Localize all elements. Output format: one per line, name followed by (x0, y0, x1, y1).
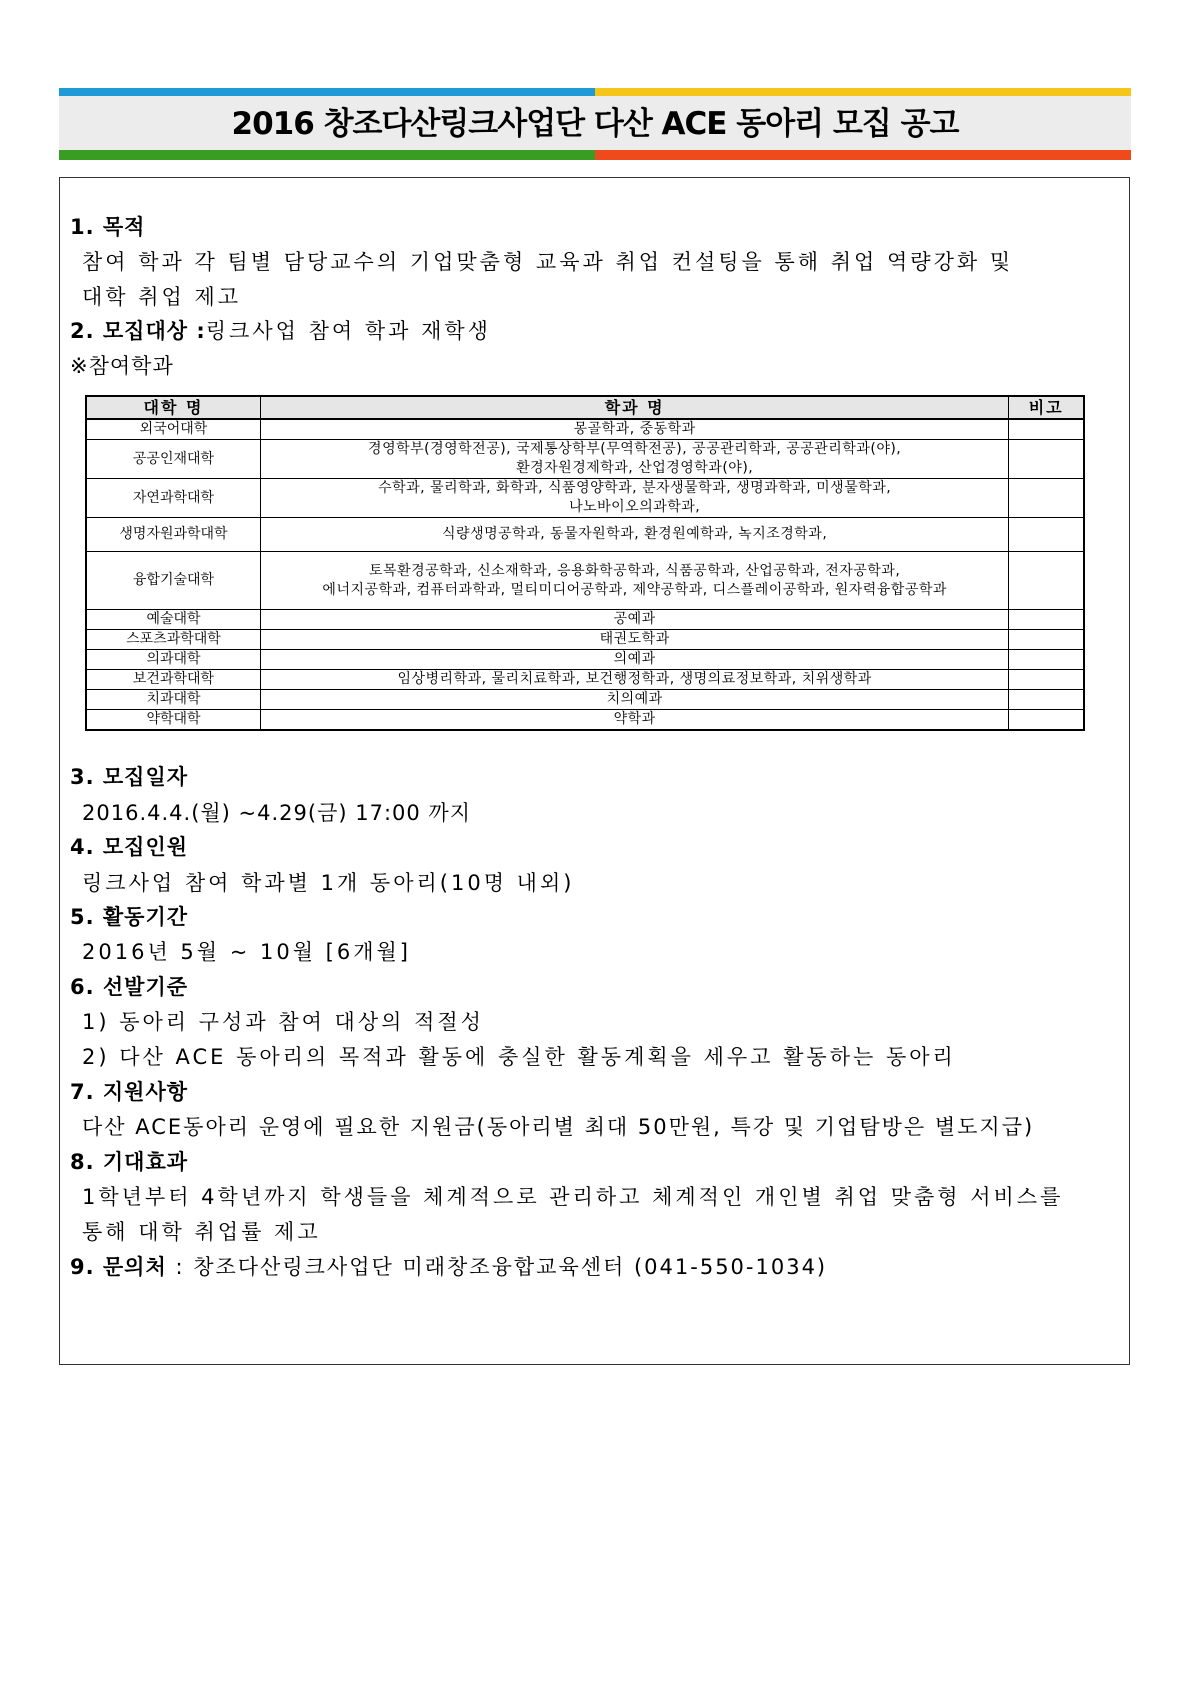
dept-text: 태권도학과 (599, 631, 670, 647)
college-cell: 스포츠과학대학 (86, 630, 260, 650)
table-row (86, 479, 1084, 518)
contact-text: : 창조다산링크사업단 미래창조융합교육센터 (041-550-1034) (166, 1255, 828, 1279)
page-title: 2016 창조다산링크사업단 다산 ACE 동아리 모집 공고 (231, 106, 959, 142)
college-cell: 의과대학 (86, 650, 260, 670)
table-row (86, 552, 1084, 610)
activity-heading: 5. 활동기간 (70, 905, 189, 929)
college-cell: 치과대학 (86, 690, 260, 710)
college-cell: 예술대학 (86, 610, 260, 630)
note-cell (1009, 552, 1084, 610)
purpose-line-2: 대학 취업 제고 (82, 285, 242, 309)
dept-cell (260, 690, 1008, 710)
support-heading: 7. 지원사항 (70, 1080, 189, 1104)
contact-heading: 9. 문의처 (70, 1255, 167, 1279)
table-header-row (86, 396, 1084, 419)
dept-cell (260, 419, 1008, 440)
stripe-green (59, 150, 595, 160)
note-cell (1009, 610, 1084, 630)
banner-top-stripe (59, 88, 1131, 96)
stripe-blue (59, 88, 595, 96)
criteria-item-1: 1) 동아리 구성과 참여 대상의 적절성 (82, 1010, 484, 1034)
period-heading: 3. 모집일자 (70, 765, 189, 789)
note-cell (1009, 650, 1084, 670)
note-cell (1009, 630, 1084, 650)
college-cell: 융합기술대학 (86, 552, 260, 610)
dept-cell (260, 440, 1008, 479)
criteria-item-2: 2) 다산 ACE 동아리의 목적과 활동에 충실한 활동계획을 세우고 활동하는 동아리 (82, 1045, 956, 1069)
college-cell: 외국어대학 (86, 419, 260, 440)
headcount-text: 링크사업 참여 학과별 1개 동아리(10명 내외) (82, 871, 575, 895)
note-cell (1009, 479, 1084, 518)
dept-text: 치의예과 (606, 691, 663, 707)
support-text: 다산 ACE동아리 운영에 필요한 지원금(동아리별 최대 50만원, 특강 및 기업탐방은 별도지급) (82, 1115, 1035, 1139)
note-cell (1009, 710, 1084, 731)
table-row (86, 650, 1084, 670)
dept-text: 나노바이오의과학과, (569, 499, 701, 515)
banner-bottom-stripe (59, 150, 1131, 160)
dept-text: 경영학부(경영학전공), 국제통상학부(무역학전공), 공공관리학과, 공공관리학과(야), (368, 441, 902, 457)
target-text: 링크사업 참여 학과 재학생 (205, 319, 491, 343)
college-cell: 약학대학 (86, 710, 260, 731)
dept-text: 토목환경공학과, 신소재학과, 응용화학공학과, 식품공학과, 산업공학과, 전자공학과, (369, 562, 901, 579)
dept-cell (260, 630, 1008, 650)
table-row (86, 518, 1084, 552)
effect-heading: 8. 기대효과 (70, 1150, 189, 1174)
dept-table (85, 395, 1085, 731)
note-cell (1009, 670, 1084, 690)
dept-text: 환경자원경제학과, 산업경영학과(야), (516, 460, 754, 476)
note-cell (1009, 690, 1084, 710)
title-banner (59, 88, 1131, 160)
dept-cell (260, 518, 1008, 552)
dept-cell (260, 670, 1008, 690)
criteria-heading: 6. 선발기준 (70, 975, 189, 999)
purpose-heading: 1. 목적 (70, 215, 146, 239)
activity-text: 2016년 5월 ~ 10월 [6개월] (82, 940, 411, 964)
dept-text: 수학과, 물리학과, 화학과, 식품영양학과, 분자생물학과, 생명과학과, 미생물학과, (378, 480, 892, 496)
header-note: 비고 (1009, 396, 1084, 419)
stripe-red (595, 150, 1131, 160)
notice-body (59, 177, 1130, 1365)
dept-cell (260, 610, 1008, 630)
contact-line (70, 1252, 827, 1282)
dept-cell (260, 650, 1008, 670)
table-row (86, 710, 1084, 731)
table-row (86, 419, 1084, 440)
table-row (86, 670, 1084, 690)
stripe-yellow (595, 88, 1131, 96)
dept-text: 의예과 (613, 651, 656, 667)
table-row (86, 440, 1084, 479)
header-dept: 학과 명 (260, 396, 1008, 419)
dept-text: 약학과 (613, 711, 656, 727)
note-cell (1009, 518, 1084, 552)
dept-cell (260, 552, 1008, 610)
table-row (86, 630, 1084, 650)
dept-text: 식량생명공학과, 동물자원학과, 환경원예학과, 녹지조경학과, (442, 526, 828, 542)
college-cell: 자연과학대학 (86, 479, 260, 518)
target-line (70, 316, 491, 346)
effect-line-1: 1학년부터 4학년까지 학생들을 체계적으로 관리하고 체계적인 개인별 취업 맞춤형 서비스를 (82, 1185, 1064, 1209)
dept-text: 임상병리학과, 물리치료학과, 보건행정학과, 생명의료정보학과, 치위생학과 (397, 671, 872, 687)
dept-cell (260, 710, 1008, 731)
dept-cell (260, 479, 1008, 518)
note-cell (1009, 440, 1084, 479)
headcount-heading: 4. 모집인원 (70, 835, 189, 859)
effect-line-2: 통해 대학 취업률 제고 (82, 1220, 321, 1244)
dept-text: 공예과 (613, 611, 656, 627)
table-row (86, 610, 1084, 630)
table-row (86, 690, 1084, 710)
target-heading: 2. 모집대상 : (70, 319, 206, 343)
college-cell: 공공인재대학 (86, 440, 260, 479)
college-cell: 생명자원과학대학 (86, 518, 260, 552)
dept-text: 에너지공학과, 컴퓨터과학과, 멀티미디어공학과, 제약공학과, 디스플레이공학과, 원자력융합공학과 (322, 581, 947, 598)
note-cell (1009, 419, 1084, 440)
participating-dept-note: ※참여학과 (70, 354, 174, 378)
dept-text: 몽골학과, 중동학과 (573, 421, 696, 437)
college-cell: 보건과학대학 (86, 670, 260, 690)
header-college: 대학 명 (86, 396, 260, 419)
purpose-line-1: 참여 학과 각 팀별 담당교수의 기업맞춤형 교육과 취업 컨설팅을 통해 취업 역량강화 및 (82, 250, 1014, 274)
period-text: 2016.4.4.(월) ~4.29(금) 17:00 까지 (82, 801, 472, 825)
